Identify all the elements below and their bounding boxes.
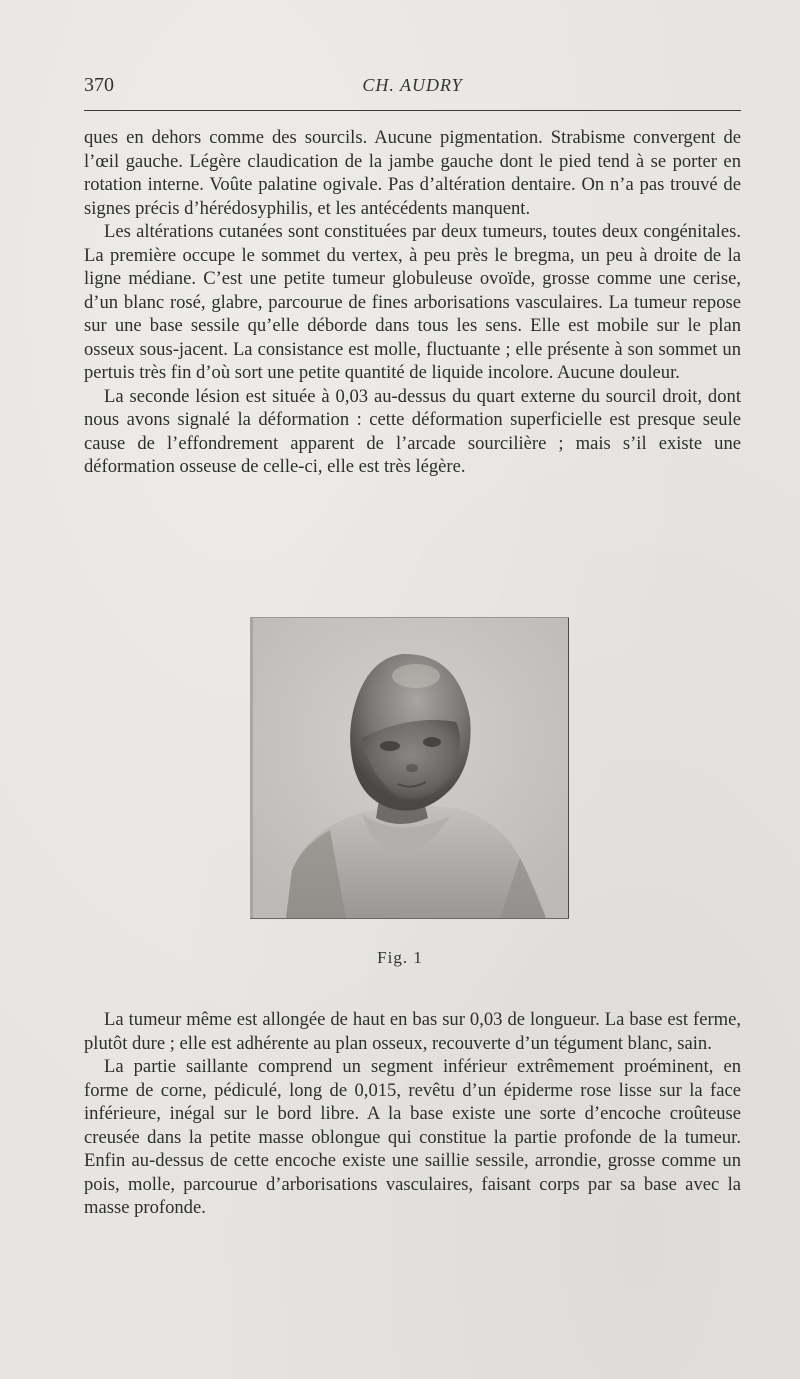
- figure-caption: Fig. 1: [377, 948, 423, 967]
- paragraph: ques en dehors comme des sourcils. Aucune pigmentation. Strabisme convergent de l’œil gauche. Légère claudication de la jambe gauche dont le pied tend à se porter en rotation interne. Voûte palatine ogivale. Pas d’altération dentaire. On n’a pas trouvé de signes précis d’hérédosyphilis, et les antécédents manquent.: [84, 127, 741, 219]
- figure-photograph: [250, 617, 569, 919]
- child-portrait-photo: [250, 618, 568, 918]
- paragraph: La seconde lésion est située à 0,03 au-dessus du quart externe du sourcil droit, dont nous avons signalé la déformation : cette déformation superficielle est presque seule cause de l’effondrement apparent de l’arcade sourcilière ; mais s’il existe une déformation osseuse de celle-ci, elle est très légère.: [84, 385, 741, 477]
- paragraph: Les altérations cutanées sont constituées par deux tumeurs, toutes deux congénitales. La première occupe le sommet du vertex, à peu près le bregma, un peu à droite de la ligne médiane. C’est une petite tumeur globuleuse ovoïde, grosse comme une cerise, d’un blanc rosé, glabre, parcourue de fines arborisations vasculaires. La tumeur repose sur une base sessile qu’elle déborde dans tous les sens. Elle est mobile sur le plan osseux sous-jacent. La consistance est molle, fluctuante ; elle présente à son sommet un pertuis très fin d’où sort une petite quantité de liquide incolore. Aucune douleur.: [84, 221, 741, 383]
- text-block-top: [84, 126, 741, 479]
- paragraph: La tumeur même est allongée de haut en bas sur 0,03 de longueur. La base est ferme, plutôt dure ; elle est adhérente au plan osseux, recouverte d’un tégument blanc, sain.: [84, 1009, 741, 1054]
- text-block-bottom: [84, 1008, 741, 1220]
- header-rule: [84, 110, 741, 111]
- running-head: CH. AUDRY: [362, 75, 463, 95]
- page-number: 370: [84, 74, 114, 96]
- paragraph: La partie saillante comprend un segment inférieur extrêmement proéminent, en forme de corne, pédiculé, long de 0,015, revêtu d’un épiderme rose lisse sur la face inférieure, inégal sur le bord libre. A la base existe une sorte d’encoche croûteuse creusée dans la petite masse oblongue qui constitue la partie profonde de la tumeur. Enfin au-dessus de cette encoche existe une saillie sessile, arrondie, grosse comme un pois, molle, parcourue d’arborisations vasculaires, faisant corps par sa base avec la masse profonde.: [84, 1056, 741, 1218]
- page-header: [84, 74, 741, 102]
